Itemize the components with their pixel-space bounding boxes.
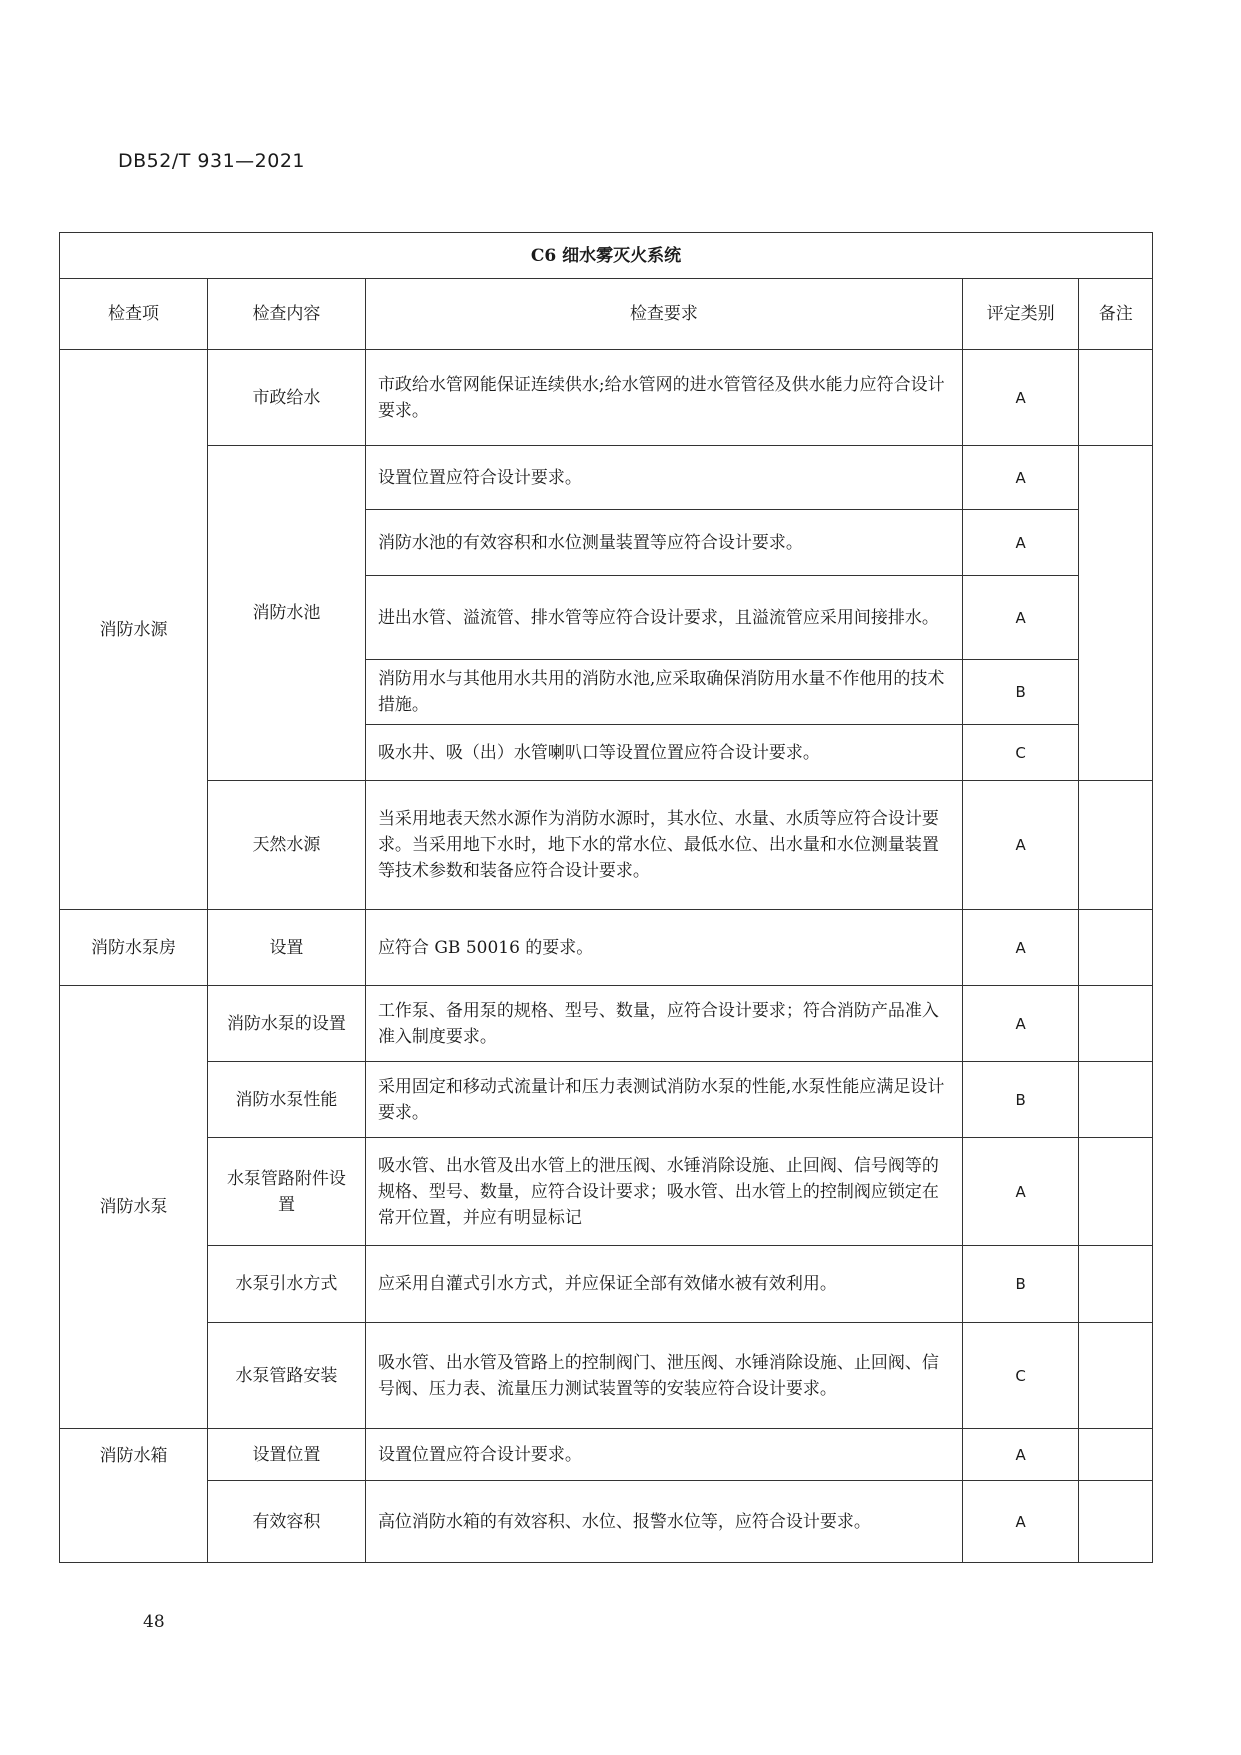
document-code: DB52/T 931—2021 [118, 150, 306, 172]
requirement-cell: 市政给水管网能保证连续供水;给水管网的进水管管径及供水能力应符合设计要求。 [365, 350, 962, 446]
requirement-cell: 吸水井、吸（出）水管喇叭口等设置位置应符合设计要求。 [365, 725, 962, 781]
group-tank: 消防水箱 [60, 1429, 208, 1563]
requirement-cell: 当采用地表天然水源作为消防水源时，其水位、水量、水质等应符合设计要求。当采用地下水时，地下水的常水位、最低水位、出水量和水位测量装置等技术参数和装备应符合设计要求。 [365, 781, 962, 910]
table-row [60, 1062, 1153, 1138]
grade-cell: A [962, 446, 1079, 510]
requirement-cell: 进出水管、溢流管、排水管等应符合设计要求，且溢流管应采用间接排水。 [365, 576, 962, 660]
table-row [60, 350, 1153, 446]
table-header-row [60, 279, 1153, 350]
content-pump-fittings: 水泵管路附件设置 [207, 1138, 365, 1246]
content-tank-volume: 有效容积 [207, 1481, 365, 1563]
table-row [60, 1323, 1153, 1429]
inspection-table [59, 232, 1153, 1563]
group-pump-room: 消防水泵房 [60, 910, 208, 986]
note-cell [1079, 1481, 1153, 1563]
grade-cell: A [962, 1429, 1079, 1481]
grade-cell: A [962, 910, 1079, 986]
requirement-cell: 设置位置应符合设计要求。 [365, 446, 962, 510]
content-tank-position: 设置位置 [207, 1429, 365, 1481]
note-cell [1079, 1323, 1153, 1429]
table-row [60, 781, 1153, 910]
header-note: 备注 [1079, 279, 1153, 350]
content-municipal: 市政给水 [207, 350, 365, 446]
table-row [60, 1138, 1153, 1246]
grade-cell: A [962, 1481, 1079, 1563]
grade-cell: B [962, 1062, 1079, 1138]
grade-cell: A [962, 1138, 1079, 1246]
grade-cell: C [962, 1323, 1079, 1429]
note-cell [1079, 1138, 1153, 1246]
requirement-cell: 应符合 GB 50016 的要求。 [365, 910, 962, 986]
requirement-cell: 采用固定和移动式流量计和压力表测试消防水泵的性能,水泵性能应满足设计要求。 [365, 1062, 962, 1138]
note-cell [1079, 1246, 1153, 1323]
requirement-cell: 吸水管、出水管及出水管上的泄压阀、水锤消除设施、止回阀、信号阀等的规格、型号、数量，应符合设计要求；吸水管、出水管上的控制阀应锁定在常开位置，并应有明显标记 [365, 1138, 962, 1246]
page-number: 48 [143, 1612, 165, 1632]
grade-cell: A [962, 576, 1079, 660]
requirement-cell: 消防水池的有效容积和水位测量装置等应符合设计要求。 [365, 510, 962, 576]
note-cell [1079, 986, 1153, 1062]
requirement-cell: 吸水管、出水管及管路上的控制阀门、泄压阀、水锤消除设施、止回阀、信号阀、压力表、流量压力测试装置等的安装应符合设计要求。 [365, 1323, 962, 1429]
grade-cell: A [962, 781, 1079, 910]
requirement-cell: 应采用自灌式引水方式，并应保证全部有效储水被有效利用。 [365, 1246, 962, 1323]
header-content: 检查内容 [207, 279, 365, 350]
table-row [60, 986, 1153, 1062]
note-cell [1079, 910, 1153, 986]
content-pump-setup: 消防水泵的设置 [207, 986, 365, 1062]
note-cell [1079, 446, 1153, 781]
content-setup: 设置 [207, 910, 365, 986]
table-caption: C6 细水雾灭火系统 [60, 233, 1153, 279]
table-row [60, 1429, 1153, 1481]
note-cell [1079, 781, 1153, 910]
group-water-source: 消防水源 [60, 350, 208, 910]
content-pump-performance: 消防水泵性能 [207, 1062, 365, 1138]
table-row [60, 1481, 1153, 1563]
note-cell [1079, 1062, 1153, 1138]
requirement-cell: 消防用水与其他用水共用的消防水池,应采取确保消防用水量不作他用的技术措施。 [365, 660, 962, 725]
header-requirement: 检查要求 [365, 279, 962, 350]
header-item: 检查项 [60, 279, 208, 350]
note-cell [1079, 350, 1153, 446]
table-row [60, 446, 1153, 510]
note-cell [1079, 1429, 1153, 1481]
content-pump-install: 水泵管路安装 [207, 1323, 365, 1429]
grade-cell: A [962, 986, 1079, 1062]
header-grade: 评定类别 [962, 279, 1079, 350]
table-row [60, 1246, 1153, 1323]
requirement-cell: 工作泵、备用泵的规格、型号、数量，应符合设计要求；符合消防产品准入准入制度要求。 [365, 986, 962, 1062]
grade-cell: B [962, 660, 1079, 725]
content-pool: 消防水池 [207, 446, 365, 781]
grade-cell: B [962, 1246, 1079, 1323]
grade-cell: A [962, 350, 1079, 446]
grade-cell: C [962, 725, 1079, 781]
table-caption-row [60, 233, 1153, 279]
requirement-cell: 高位消防水箱的有效容积、水位、报警水位等，应符合设计要求。 [365, 1481, 962, 1563]
content-pump-priming: 水泵引水方式 [207, 1246, 365, 1323]
group-pump: 消防水泵 [60, 986, 208, 1429]
table-row [60, 910, 1153, 986]
requirement-cell: 设置位置应符合设计要求。 [365, 1429, 962, 1481]
content-natural: 天然水源 [207, 781, 365, 910]
grade-cell: A [962, 510, 1079, 576]
